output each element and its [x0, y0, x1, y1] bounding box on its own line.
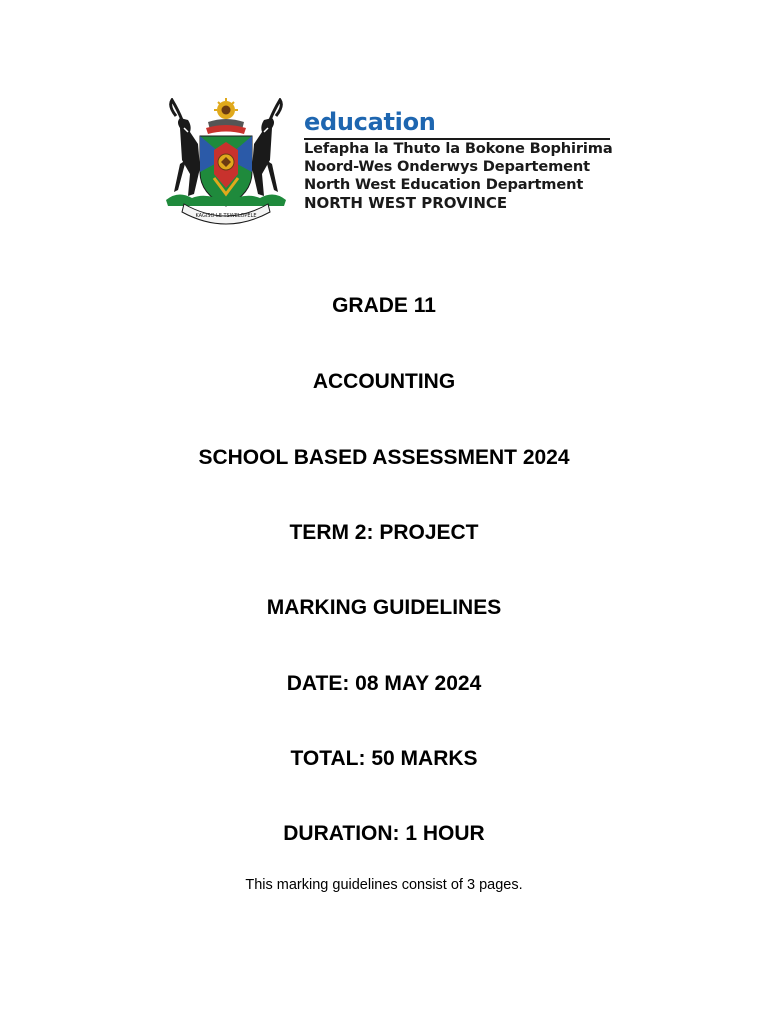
- grade-title: GRADE 11: [332, 294, 436, 317]
- sunflower-crest: [214, 98, 238, 119]
- brand-wordmark: education: [304, 108, 610, 140]
- department-header: [158, 98, 614, 228]
- term-title: TERM 2: PROJECT: [289, 521, 479, 544]
- document-type-title: MARKING GUIDELINES: [266, 596, 502, 619]
- department-name-setswana: Lefapha la Thuto la Bokone Bophirima: [304, 140, 613, 157]
- subject-title: ACCOUNTING: [312, 370, 456, 393]
- department-name-english: North West Education Department: [304, 176, 584, 193]
- department-name-block: [304, 108, 612, 212]
- department-name-afrikaans: Noord-Wes Onderwys Departement: [304, 158, 590, 175]
- motto-ribbon: [182, 204, 270, 224]
- page-count-note: This marking guidelines consist of 3 pages.: [245, 877, 523, 893]
- duration-line: DURATION: 1 HOUR: [283, 822, 485, 845]
- right-antelope: [252, 100, 281, 196]
- assessment-title: SCHOOL BASED ASSESSMENT 2024: [198, 446, 570, 469]
- total-marks-line: TOTAL: 50 MARKS: [290, 747, 478, 770]
- date-line: DATE: 08 MAY 2024: [286, 672, 482, 695]
- coat-of-arms-icon: [158, 98, 294, 226]
- province-name: NORTH WEST PROVINCE: [304, 194, 508, 212]
- motto-text: KAGISO LE TSWELOPELE: [195, 213, 257, 219]
- shield: [200, 136, 252, 206]
- left-antelope: [171, 100, 200, 196]
